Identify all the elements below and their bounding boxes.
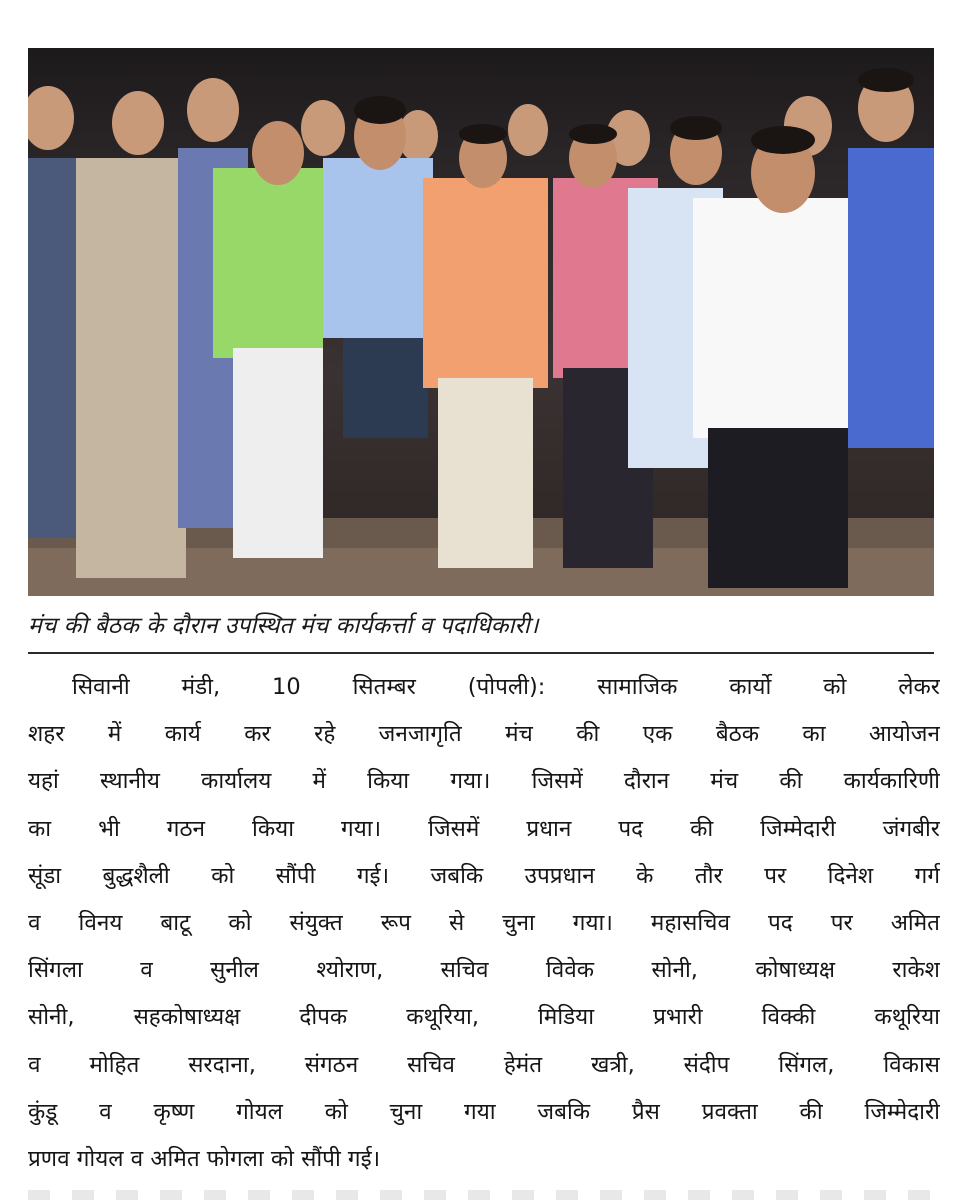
article-line: सोनी, सहकोषाध्यक्ष दीपक कथूरिया, मिडिया प्रभारी विक्की कथूरिया: [28, 1004, 940, 1031]
article-body: [28, 664, 940, 1183]
article-line: कुंडू व कृष्ण गोयल को चुना गया जबकि प्रैस प्रवक्ता की जिम्मेदारी: [28, 1098, 940, 1125]
article-line: सिंगला व सुनील श्योराण, सचिव विवेक सोनी, कोषाध्यक्ष राकेश: [28, 957, 940, 984]
photo-caption: मंच की बैठक के दौरान उपस्थित मंच कार्यकर्त्ता व पदाधिकारी।: [28, 613, 539, 639]
group-photo: [28, 48, 934, 596]
article-line: शहर में कार्य कर रहे जनजागृति मंच की एक बैठक का आयोजन: [28, 721, 940, 748]
article-line: सूंडा बुद्धशैली को सौंपी गई। जबकि उपप्रधान के तौर पर दिनेश गर्ग: [28, 862, 940, 889]
article-line: सिवानी मंडी, 10 सितम्बर (पोपली): सामाजिक कार्यो को लेकर: [72, 674, 940, 700]
article-line: प्रणव गोयल व अमित फोगला को सौंपी गई।: [28, 1145, 381, 1172]
article-line: व मोहित सरदाना, संगठन सचिव हेमंत खत्री, संदीप सिंगल, विकास: [28, 1051, 940, 1078]
article-line: का भी गठन किया गया। जिसमें प्रधान पद की जिम्मेदारी जंगबीर: [28, 815, 940, 842]
article-line: व विनय बाटू को संयुक्त रूप से चुना गया। महासचिव पद पर अमित: [28, 909, 940, 936]
cut-text-fragment: [28, 1190, 934, 1200]
caption-divider: [28, 652, 934, 654]
article-line: यहां स्थानीय कार्यालय में किया गया। जिसमें दौरान मंच की कार्यकारिणी: [28, 768, 940, 795]
